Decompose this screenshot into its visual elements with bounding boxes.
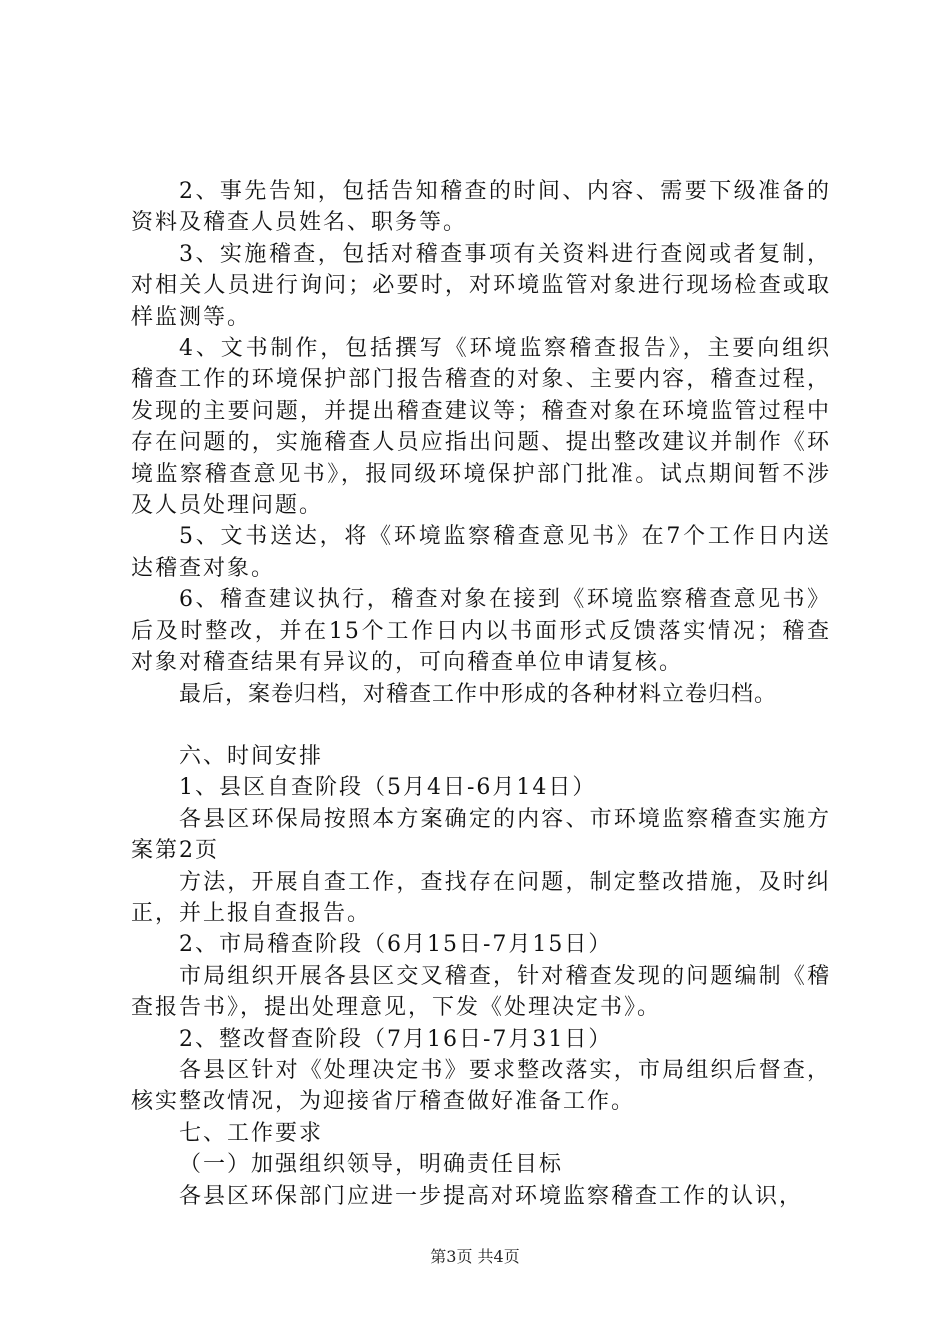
subheading-leadership: （一）加强组织领导，明确责任目标 — [179, 1152, 564, 1178]
phase-2-text: 市局组织开展各县区交叉稽查，针对稽查发现的问题编制《稽查报告书》，提出处理意见，下发《处理决定书》。 — [131, 963, 831, 1021]
phase-1-text: 各县区环保局按照本方案确定的内容、市环境监察稽查实施方案第2页 — [131, 806, 831, 864]
paragraph-step-3: 3、实施稽查，包括对稽查事项有关资料进行查阅或者复制，对相关人员进行询问；必要时，对环境监管对象进行现场检查或取样监测等。 — [131, 241, 831, 330]
paragraph-step-5: 5、文书送达，将《环境监察稽查意见书》在7个工作日内送达稽查对象。 — [131, 524, 831, 581]
paragraph-step-4: 4、文书制作，包括撰写《环境监察稽查报告》，主要向组织稽查工作的环境保护部门报告稽查的对象、主要内容，稽查过程，发现的主要问题，并提出稽查建议等；稽查对象在环境监管过程中存在问题的，实施稽查人员应指出问题、提出整改建议并制作《环境监察稽查意见书》，报同级环境保护部门批准。试点期间暂不涉及人员处理问题。 — [131, 336, 831, 519]
section-heading-requirements: 七、工作要求 — [179, 1120, 324, 1146]
phase-3-text: 各县区针对《处理决定书》要求整改落实，市局组织后督查，核实整改情况，为迎接省厅稽查做好准备工作。 — [131, 1057, 831, 1115]
phase-1-text-continued: 方法，开展自查工作，查找存在问题，制定整改措施，及时纠正，并上报自查报告。 — [131, 869, 831, 926]
paragraph-archive: 最后，案卷归档，对稽查工作中形成的各种材料立卷归档。 — [179, 681, 778, 707]
section-heading-schedule: 六、时间安排 — [179, 743, 324, 769]
phase-2-heading: 2、市局稽查阶段（6月15日-7月15日） — [179, 932, 613, 958]
paragraph-step-6: 6、稽查建议执行，稽查对象在接到《环境监察稽查意见书》后及时整改，并在15个工作日内以书面形式反馈落实情况；稽查对象对稽查结果有异议的，可向稽查单位申请复核。 — [131, 587, 831, 676]
section-gap — [131, 710, 831, 741]
paragraph-leadership: 各县区环保部门应进一步提高对环境监察稽查工作的认识， — [179, 1183, 804, 1209]
page-footer: 第3页 共4页 — [430, 1247, 520, 1266]
paragraph-step-2: 2、事先告知，包括告知稽查的时间、内容、需要下级准备的资料及稽查人员姓名、职务等。 — [131, 179, 831, 236]
phase-1-heading: 1、县区自查阶段（5月4日-6月14日） — [179, 775, 597, 801]
phase-3-heading: 2、整改督查阶段（7月16日-7月31日） — [179, 1026, 613, 1052]
body-text — [131, 176, 831, 1212]
